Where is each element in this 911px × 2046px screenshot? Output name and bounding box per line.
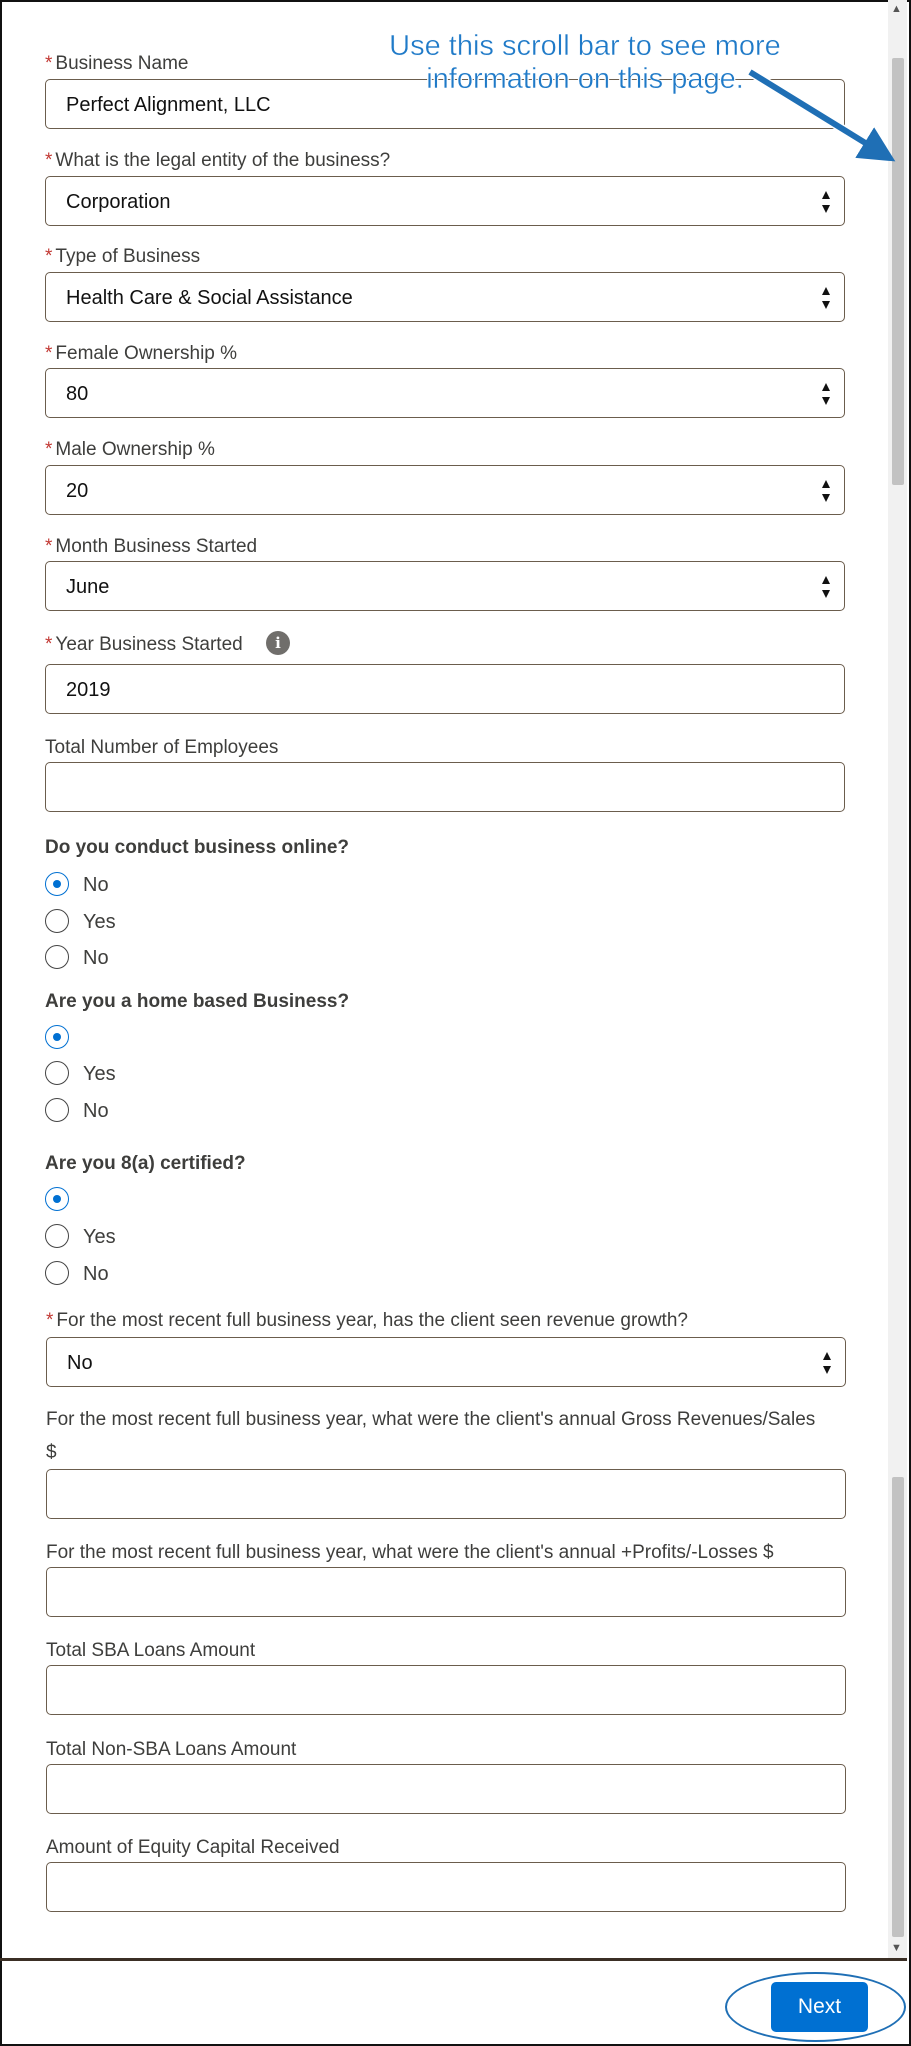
select-arrows-icon: [822, 379, 832, 407]
non-sba-loans-input[interactable]: [46, 1764, 846, 1814]
sba-loans-label: [46, 1639, 255, 1663]
gross-revenues-label-text: For the most recent full business year, what were the client's annual Gross Revenues/Sales: [46, 1409, 816, 1430]
radio-checked-icon[interactable]: [45, 1187, 69, 1211]
business-name-value: Perfect Alignment, LLC: [66, 94, 271, 116]
online-option-3-label: No: [83, 947, 109, 969]
gross-revenues-currency-label: [46, 1441, 57, 1465]
callout-line-2: information on this page.: [426, 63, 744, 95]
year-started-label: [45, 633, 243, 657]
online-question: Do you conduct business online?: [45, 837, 350, 858]
select-arrows-icon: [822, 187, 832, 215]
radio-icon[interactable]: [45, 1061, 69, 1085]
month-started-label: [45, 535, 257, 559]
radio-icon[interactable]: [45, 1098, 69, 1122]
sba-loans-label-text: Total SBA Loans Amount: [46, 1640, 256, 1661]
select-arrows-icon: [823, 1348, 833, 1376]
profits-losses-label-text: For the most recent full business year, what were the client's annual +Profits/-Losses $: [46, 1542, 774, 1563]
required-marker: *: [45, 439, 53, 460]
business-name-label-text: Business Name: [55, 53, 189, 74]
business-type-select[interactable]: [45, 272, 845, 322]
revenue-growth-label: [46, 1309, 688, 1333]
required-marker: *: [45, 634, 53, 655]
legal-entity-label: [45, 149, 390, 173]
non-sba-loans-label-text: Total Non-SBA Loans Amount: [46, 1739, 297, 1760]
legal-entity-select[interactable]: [45, 176, 845, 226]
scrollbar-thumb-lower[interactable]: [892, 1477, 904, 1937]
gross-revenues-currency: $: [46, 1442, 57, 1463]
male-ownership-label-text: Male Ownership %: [55, 439, 215, 460]
home-based-option-3-label: No: [83, 1100, 109, 1122]
required-marker: *: [45, 536, 53, 557]
next-button-highlight: [725, 1972, 906, 2042]
revenue-growth-label-text: For the most recent full business year, has the client seen revenue growth?: [56, 1310, 688, 1331]
male-ownership-select[interactable]: [45, 465, 845, 515]
callout-line-1: Use this scroll bar to see more: [389, 30, 781, 62]
year-started-input[interactable]: [45, 664, 845, 714]
business-type-label: [45, 245, 200, 269]
non-sba-loans-label: [46, 1738, 296, 1762]
radio-icon[interactable]: [45, 1261, 69, 1285]
eight-a-option-3-label: No: [83, 1263, 109, 1285]
total-employees-input[interactable]: [45, 762, 845, 812]
select-arrows-icon: [822, 572, 832, 600]
scroll-up-arrow-icon[interactable]: ▲: [891, 3, 902, 15]
callout-arrow-icon: [740, 60, 910, 170]
radio-checked-icon[interactable]: [45, 1025, 69, 1049]
info-icon[interactable]: i: [266, 631, 290, 655]
female-ownership-label-text: Female Ownership %: [55, 343, 238, 364]
female-ownership-label: [45, 342, 237, 366]
home-based-question: Are you a home based Business?: [45, 991, 350, 1012]
required-marker: *: [45, 343, 53, 364]
month-started-value: June: [66, 576, 110, 598]
equity-capital-label-text: Amount of Equity Capital Received: [46, 1837, 340, 1858]
equity-capital-label: [46, 1836, 340, 1860]
radio-icon[interactable]: [45, 909, 69, 933]
radio-icon[interactable]: [45, 1224, 69, 1248]
radio-icon[interactable]: [45, 945, 69, 969]
profits-losses-label: [46, 1541, 774, 1565]
revenue-growth-select[interactable]: [46, 1337, 846, 1387]
female-ownership-select[interactable]: [45, 368, 845, 418]
business-type-label-text: Type of Business: [55, 246, 201, 267]
legal-entity-value: Corporation: [66, 191, 171, 213]
footer-divider: [0, 1958, 907, 1961]
business-type-value: Health Care & Social Assistance: [66, 287, 353, 309]
sba-loans-input[interactable]: [46, 1665, 846, 1715]
eight-a-option-2-label: Yes: [83, 1226, 116, 1248]
select-arrows-icon: [822, 476, 832, 504]
required-marker: *: [45, 53, 53, 74]
online-option-1-label: No: [83, 874, 109, 896]
scroll-down-arrow-icon[interactable]: ▼: [891, 1942, 902, 1954]
total-employees-label-text: Total Number of Employees: [45, 737, 279, 758]
profits-losses-input[interactable]: [46, 1567, 846, 1617]
online-option-2-label: Yes: [83, 911, 116, 933]
equity-capital-input[interactable]: [46, 1862, 846, 1912]
total-employees-label: [45, 736, 278, 760]
home-based-option-2-label: Yes: [83, 1063, 116, 1085]
business-name-label: [45, 52, 188, 76]
year-started-value: 2019: [66, 679, 111, 701]
female-ownership-value: 80: [66, 383, 89, 405]
male-ownership-value: 20: [66, 480, 89, 502]
required-marker: *: [46, 1310, 54, 1331]
next-button[interactable]: Next: [771, 1982, 868, 2032]
male-ownership-label: [45, 438, 215, 462]
month-started-label-text: Month Business Started: [55, 536, 258, 557]
gross-revenues-input[interactable]: [46, 1469, 846, 1519]
revenue-growth-value: No: [67, 1352, 93, 1374]
select-arrows-icon: [822, 283, 832, 311]
radio-checked-icon[interactable]: [45, 872, 69, 896]
year-started-label-text: Year Business Started: [55, 634, 243, 655]
gross-revenues-label: [46, 1408, 815, 1432]
legal-entity-label-text: What is the legal entity of the business?: [55, 150, 391, 171]
eight-a-question: Are you 8(a) certified?: [45, 1153, 246, 1174]
month-started-select[interactable]: [45, 561, 845, 611]
required-marker: *: [45, 246, 53, 267]
required-marker: *: [45, 150, 53, 171]
